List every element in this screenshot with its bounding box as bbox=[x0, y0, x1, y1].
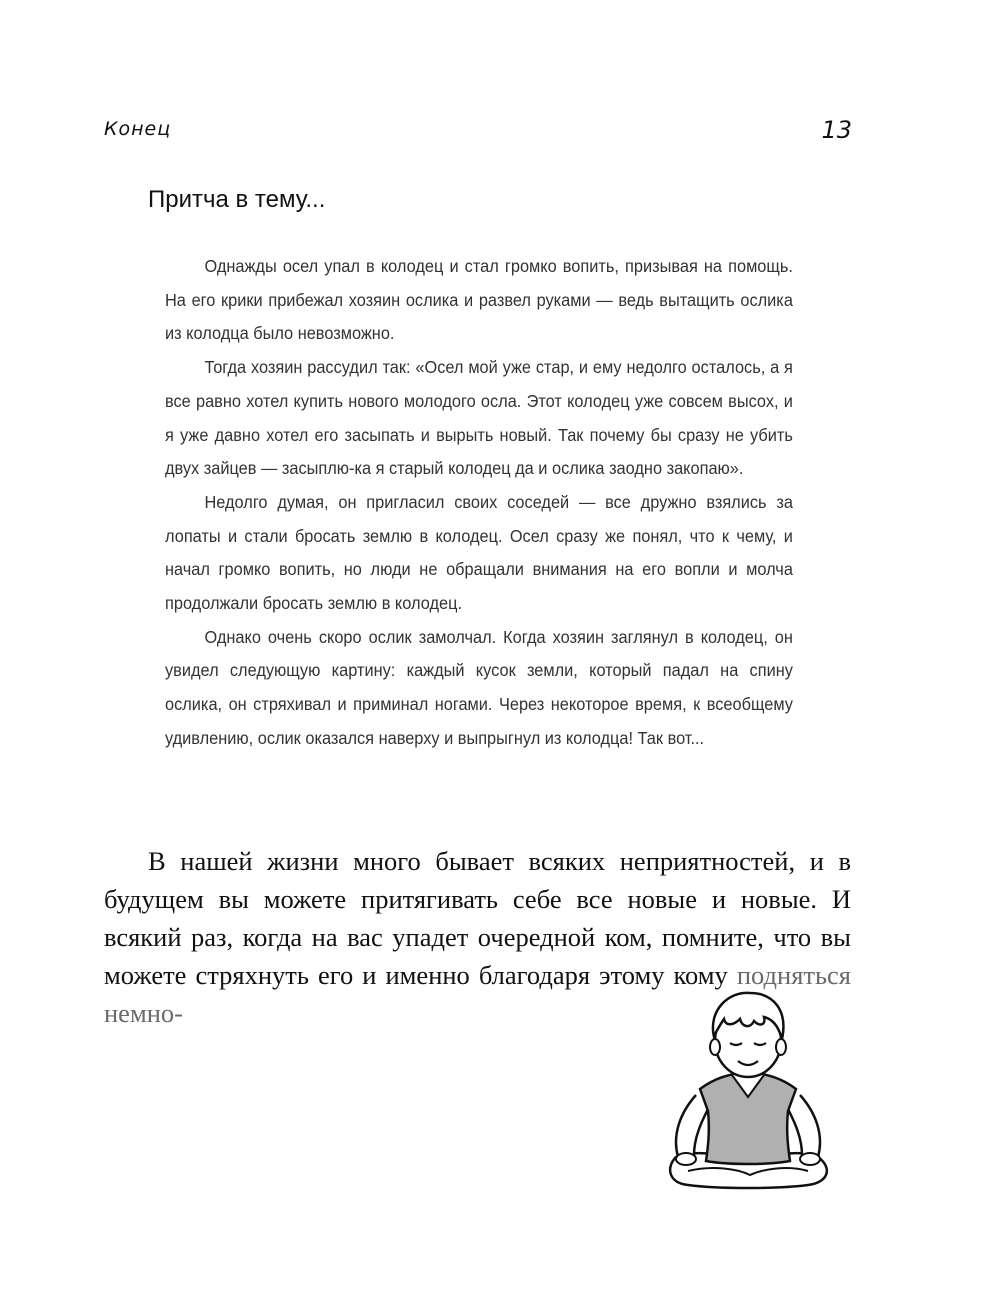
parable-block bbox=[165, 250, 793, 756]
main-paragraph-text: В нашей жизни много бывает всяких неприятностей, и в будущем вы можете притягивать себе все новые и новые. И всякий раз, когда на вас упадет очередной ком, помните, что вы можете стряхнуть его и именно благодаря этому кому bbox=[104, 846, 851, 990]
parable-paragraph: Недолго думая, он пригласил своих соседей — все дружно взялись за лопаты и стали бросать землю в колодец. Осел сразу же понял, что к чему, и начал громко вопить, но люди не обращали внимания на его вопли и молча продолжали бросать землю в колодец. bbox=[165, 491, 793, 614]
parable-paragraph: Однажды осел упал в колодец и стал громко вопить, призывая на помощь. На его крики прибежал хозяин ослика и развел руками — ведь вытащить ослика из колодца было невозможно. bbox=[165, 256, 793, 344]
section-heading: Притча в тему... bbox=[148, 186, 326, 213]
running-head: Конец bbox=[104, 118, 172, 140]
parable-paragraph: Тогда хозяин рассудил так: «Осел мой уже стар, и ему недолго осталось, а я все равно хотел купить нового молодого осла. Этот колодец уже совсем высох, и я уже давно хотел его засыпать и вырыть новый. Так почему бы сразу не убить двух зайцев — засыплю-ка я старый колодец да и ослика заодно закопаю». bbox=[165, 357, 793, 479]
meditating-boy-illustration bbox=[658, 985, 838, 1200]
left-arm bbox=[676, 1095, 708, 1161]
highlighted-text: подняться немно- bbox=[104, 960, 851, 1028]
right-arm bbox=[788, 1095, 820, 1161]
parable-paragraph: Однако очень скоро ослик замолчал. Когда хозяин заглянул в колодец, он увидел следующую картину: каждый кусок земли, который падал на спину ослика, он стряхивал и приминал ногами. Через некоторое время, к всеобщему удивлению, ослик оказался наверху и выпрыгнул из колодца! Так вот... bbox=[165, 626, 793, 748]
page-number: 13 bbox=[821, 116, 852, 144]
